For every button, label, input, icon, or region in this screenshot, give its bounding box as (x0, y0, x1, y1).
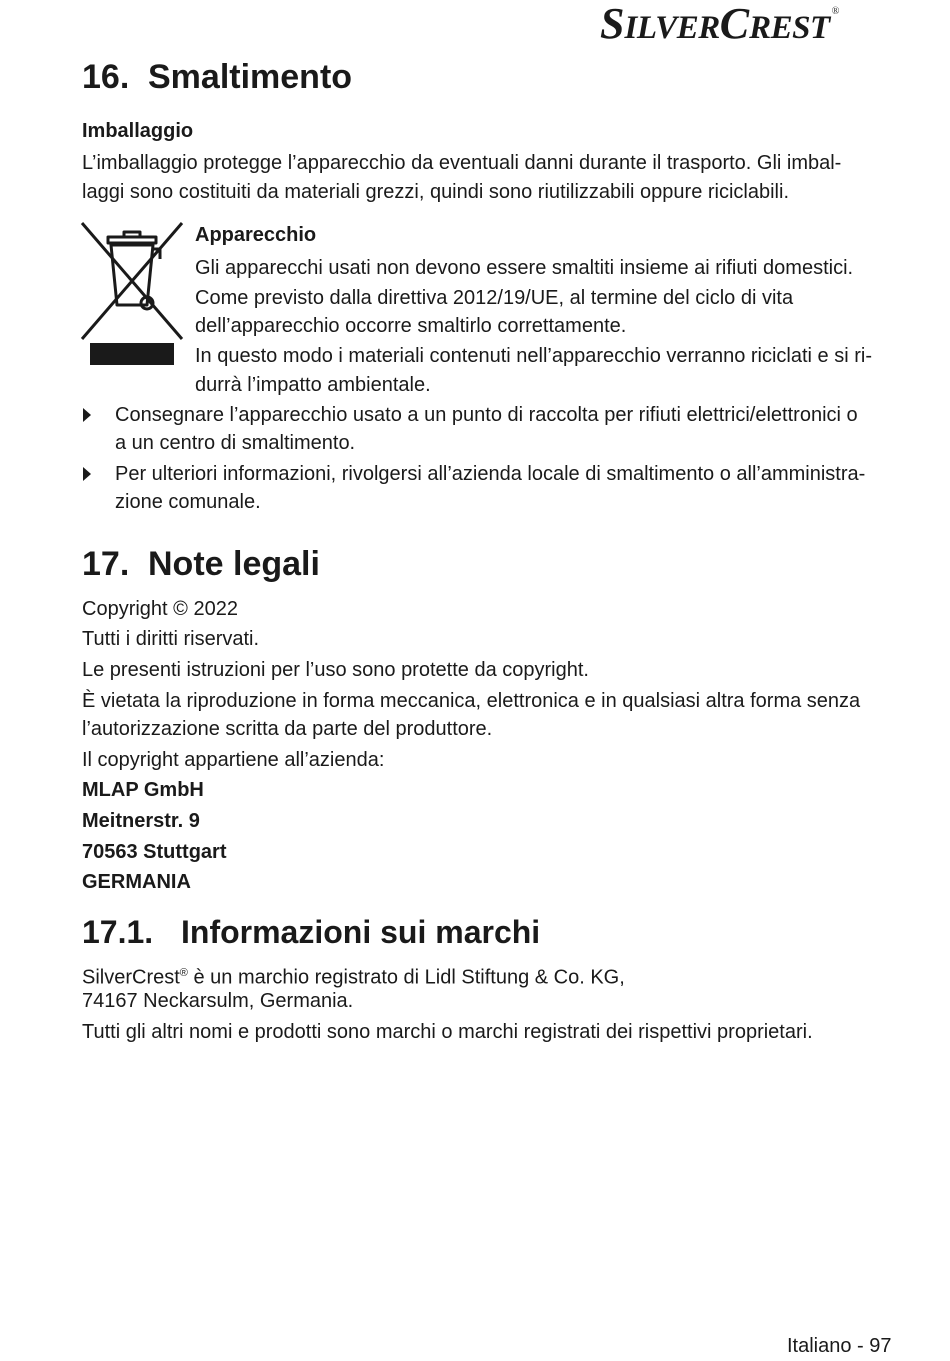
legal-text-line: È vietata la riproduzione in forma meccanica, elettronica e in qualsiasi altra forma senza (82, 690, 861, 712)
section-title: Smaltimento (148, 58, 353, 96)
trademark-text-line: 74167 Neckarsulm, Germania. (82, 990, 354, 1012)
silvercrest-logo: SILVERCREST ® (600, 0, 840, 48)
bullet-text-line: Consegnare l’apparecchio usato a un punto di raccolta per rifiuti elettrici/elettronici o (115, 404, 858, 426)
section-heading-trademarks (82, 913, 540, 951)
section-number: 17.1. (82, 914, 154, 950)
trademark-text-line: Tutti gli altri nomi e prodotti sono marchi o marchi registrati dei rispettivi proprietari. (82, 1021, 813, 1043)
bullet-arrow-icon (83, 408, 91, 422)
bullet-arrow-icon (83, 467, 91, 481)
section-number: 17. (82, 545, 130, 583)
trademark-text-line: SilverCrest® è un marchio registrato di Lidl Stiftung & Co. KG, (82, 966, 625, 989)
section-heading-disposal (82, 57, 352, 97)
address-street: Meitnerstr. 9 (82, 810, 200, 832)
crossed-out-wheeled-bin-icon (80, 219, 184, 369)
section-heading-legal (82, 544, 320, 584)
legal-text-line: Tutti i diritti riservati. (82, 628, 260, 650)
legal-text-line: Il copyright appartiene all’azienda: (82, 749, 385, 771)
section-number: 16. (82, 58, 130, 96)
bullet-text-line: Per ulteriori informazioni, rivolgersi all’azienda locale di smaltimento o all’amministra- (115, 463, 866, 485)
device-text-line: Come previsto dalla direttiva 2012/19/UE, al termine del ciclo di vita (195, 287, 794, 309)
legal-text-line: l’autorizzazione scritta da parte del produttore. (82, 718, 493, 740)
device-text-line: Gli apparecchi usati non devono essere smaltiti insieme ai rifiuti domestici. (195, 257, 854, 279)
page-number-label: Italiano - 97 (787, 1335, 892, 1357)
address-country: GERMANIA (82, 871, 191, 893)
device-heading: Apparecchio (195, 224, 317, 246)
bullet-text-line: zione comunale. (115, 491, 261, 513)
section-title: Note legali (148, 545, 320, 583)
legal-text-line: Le presenti istruzioni per l’uso sono protette da copyright. (82, 659, 589, 681)
address-company: MLAP GmbH (82, 779, 204, 801)
packaging-text-line: L’imballaggio protegge l’apparecchio da eventuali danni durante il trasporto. Gli imbal- (82, 152, 842, 174)
packaging-text-line: laggi sono costituiti da materiali grezzi, quindi sono riutilizzabili oppure riciclabili. (82, 181, 790, 203)
legal-text-line: Copyright © 2022 (82, 598, 238, 620)
device-text-line: In questo modo i materiali contenuti nell’apparecchio verranno riciclati e si ri- (195, 345, 872, 367)
section-title: Informazioni sui marchi (181, 914, 541, 950)
bullet-text-line: a un centro di smaltimento. (115, 432, 356, 454)
packaging-heading: Imballaggio (82, 120, 194, 142)
device-text-line: dell’apparecchio occorre smaltirlo correttamente. (195, 315, 627, 337)
address-city: 70563 Stuttgart (82, 841, 227, 863)
device-text-line: durrà l’impatto ambientale. (195, 374, 431, 396)
